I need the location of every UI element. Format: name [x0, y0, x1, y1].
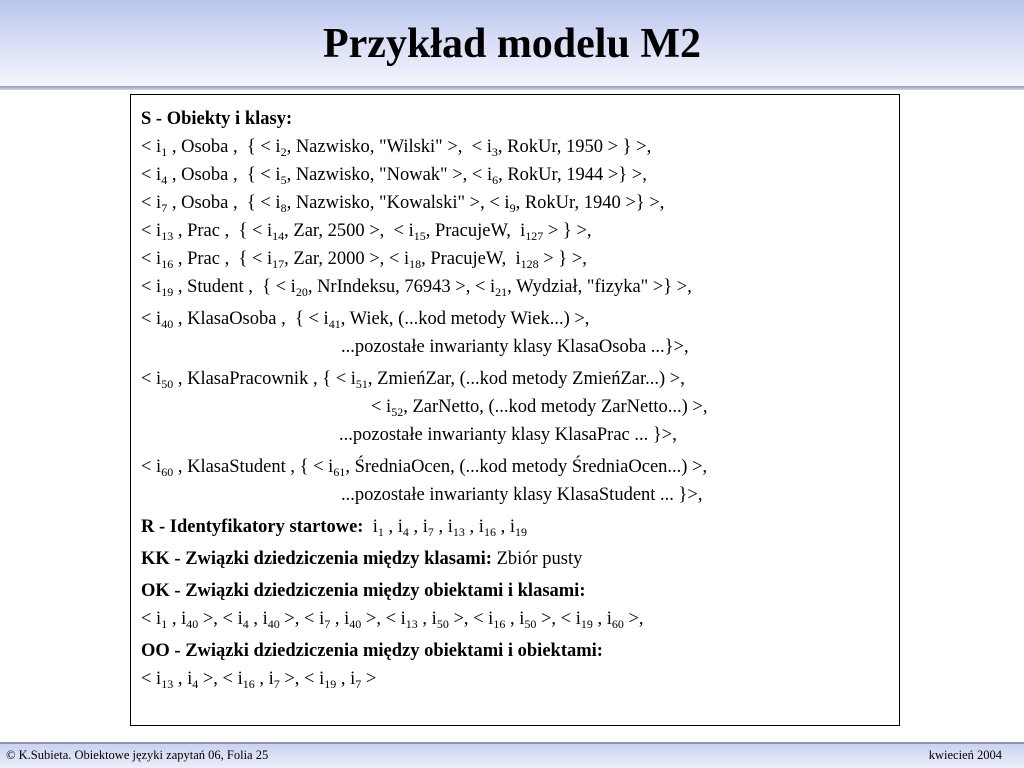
identifier-subscript: 4: [192, 677, 199, 691]
identifier-subscript: 51: [355, 377, 368, 391]
text-segment: > } >,: [543, 221, 592, 241]
oo-heading: OO - Związki dziedziczenia między obiektami i obiektami:: [141, 641, 603, 661]
text-segment: , i: [167, 609, 187, 629]
text-segment: , i: [248, 609, 268, 629]
identifier-subscript: 6: [492, 173, 499, 187]
text-segment: >,: [623, 609, 644, 629]
text-segment: < i: [371, 397, 392, 417]
klasa-prac-line: [141, 365, 891, 393]
content-text: [141, 105, 891, 693]
text-segment: , RokUr, 1950 > } >,: [497, 137, 652, 157]
text-segment: , Wiek, (...kod metody Wiek...) >,: [340, 309, 590, 329]
identifier-subscript: 40: [267, 617, 280, 631]
identifier-subscript: 19: [514, 525, 527, 539]
identifier-subscript: 16: [242, 677, 255, 691]
text-segment: >, < i: [361, 609, 406, 629]
identifier-subscript: 7: [273, 677, 280, 691]
text-segment: >, < i: [279, 669, 325, 689]
identifier-subscript: 2: [280, 145, 287, 159]
text-segment: < i: [141, 369, 162, 389]
ok-values: [141, 605, 891, 633]
text-segment: , Zar, 2000 >, < i: [284, 249, 410, 269]
text-segment: , i: [173, 669, 193, 689]
identifier-subscript: 16: [483, 525, 496, 539]
text-segment: , PracujeW, i: [425, 221, 526, 241]
identifier-subscript: 7: [427, 525, 434, 539]
identifier-subscript: 18: [409, 257, 422, 271]
klasa-osoba-line: [141, 305, 891, 333]
text-segment: , Osoba , { < i: [167, 193, 281, 213]
text-segment: < i: [141, 221, 162, 241]
text-segment: ...pozostałe inwarianty klasy KlasaStudent ... }>,: [341, 485, 703, 505]
header-divider: [0, 86, 1024, 90]
identifier-subscript: 1: [161, 617, 168, 631]
text-segment: , i: [495, 517, 515, 537]
identifier-subscript: 16: [493, 617, 506, 631]
klasa-osoba-line: [141, 333, 891, 361]
identifier-subscript: 3: [491, 145, 498, 159]
identifier-subscript: 17: [272, 257, 285, 271]
identifier-subscript: 16: [161, 257, 174, 271]
identifier-subscript: 13: [161, 229, 174, 243]
text-segment: < i: [141, 137, 162, 157]
identifier-subscript: 19: [324, 677, 337, 691]
content-box: [130, 94, 900, 726]
identifier-subscript: 40: [161, 317, 174, 331]
identifier-subscript: 8: [280, 201, 287, 215]
text-segment: , i: [383, 517, 403, 537]
text-segment: < i: [141, 277, 162, 297]
footer-date: kwiecień 2004: [928, 748, 1002, 762]
identifier-subscript: 50: [161, 377, 174, 391]
text-segment: , KlasaPracownik , { < i: [173, 369, 356, 389]
text-segment: , i: [592, 609, 612, 629]
object-line: [141, 245, 891, 273]
identifier-subscript: 20: [295, 285, 308, 299]
identifier-subscript: 4: [402, 525, 409, 539]
slide-title: Przykład modelu M2: [323, 21, 701, 67]
text-segment: , RokUr, 1944 >} >,: [498, 165, 647, 185]
identifier-subscript: 127: [525, 229, 544, 243]
text-segment: , Nazwisko, "Kowalski" >, < i: [286, 193, 510, 213]
object-line: [141, 133, 891, 161]
ok-heading: OK - Związki dziedziczenia między obiektami i klasami:: [141, 581, 586, 601]
text-segment: ...pozostałe inwarianty klasy KlasaOsoba ...}>,: [341, 337, 689, 357]
text-segment: , i: [417, 609, 437, 629]
klasa-student-line: [141, 453, 891, 481]
kk-line: [141, 545, 891, 573]
text-segment: , i: [254, 669, 274, 689]
text-segment: i: [363, 517, 378, 537]
identifier-subscript: 7: [324, 617, 331, 631]
oo-values: [141, 665, 891, 693]
text-segment: >, < i: [448, 609, 494, 629]
identifier-subscript: 13: [405, 617, 418, 631]
identifier-subscript: 19: [161, 285, 174, 299]
object-line: [141, 189, 891, 217]
text-segment: < i: [141, 609, 162, 629]
text-segment: , KlasaOsoba , { < i: [173, 309, 329, 329]
text-segment: , PracujeW, i: [421, 249, 521, 269]
identifier-subscript: 40: [186, 617, 199, 631]
identifier-subscript: 13: [452, 525, 465, 539]
text-segment: , Student , { < i: [173, 277, 296, 297]
footer-copyright: © K.Subieta. Obiektowe języki zapytań 06, Folia 25: [6, 748, 269, 762]
text-segment: >, < i: [198, 669, 243, 689]
r-line: [141, 513, 891, 541]
text-segment: , i: [330, 609, 350, 629]
identifier-subscript: 7: [161, 201, 168, 215]
identifier-subscript: 4: [161, 173, 168, 187]
identifier-subscript: 14: [272, 229, 285, 243]
object-line: [141, 273, 891, 301]
identifier-subscript: 50: [524, 617, 537, 631]
text-segment: , Nazwisko, "Nowak" >, < i: [286, 165, 493, 185]
text-segment: , ZarNetto, (...kod metody ZarNetto...) >,: [403, 397, 708, 417]
identifier-subscript: 52: [391, 405, 404, 419]
text-segment: , Prac , { < i: [173, 221, 273, 241]
s-heading: S - Obiekty i klasy:: [141, 109, 293, 129]
text-segment: < i: [141, 669, 162, 689]
text-segment: >, < i: [279, 609, 325, 629]
identifier-subscript: 9: [509, 201, 516, 215]
text-segment: , Wydział, "fizyka" >} >,: [507, 277, 692, 297]
text-segment: >, < i: [198, 609, 243, 629]
object-line: [141, 161, 891, 189]
text-segment: < i: [141, 165, 162, 185]
r-heading: R - Identyfikatory startowe:: [141, 517, 364, 537]
slide-footer: [0, 742, 1024, 768]
kk-heading: KK - Związki dziedziczenia między klasami:: [141, 549, 492, 569]
text-segment: , ŚredniaOcen, (...kod metody ŚredniaOcen...) >,: [345, 457, 708, 477]
klasa-prac-line: [141, 393, 891, 421]
text-segment: , KlasaStudent , { < i: [173, 457, 334, 477]
text-segment: , Zar, 2500 >, < i: [284, 221, 414, 241]
identifier-subscript: 19: [580, 617, 593, 631]
identifier-subscript: 5: [280, 173, 287, 187]
text-segment: , i: [408, 517, 428, 537]
text-segment: , NrIndeksu, 76943 >, < i: [307, 277, 496, 297]
identifier-subscript: 128: [520, 257, 539, 271]
text-segment: , Nazwisko, "Wilski" >, < i: [286, 137, 492, 157]
identifier-subscript: 41: [328, 317, 341, 331]
text-segment: < i: [141, 249, 162, 269]
identifier-subscript: 7: [355, 677, 362, 691]
text-segment: , i: [336, 669, 356, 689]
text-segment: ...pozostałe inwarianty klasy KlasaPrac ... }>,: [339, 425, 677, 445]
object-line: [141, 217, 891, 245]
text-segment: < i: [141, 309, 162, 329]
identifier-subscript: 61: [333, 465, 346, 479]
text-segment: >: [361, 669, 377, 689]
text-segment: , i: [505, 609, 525, 629]
identifier-subscript: 13: [161, 677, 174, 691]
text-segment: > } >,: [538, 249, 587, 269]
identifier-subscript: 21: [495, 285, 508, 299]
identifier-subscript: 4: [242, 617, 249, 631]
identifier-subscript: 1: [161, 145, 168, 159]
identifier-subscript: 40: [349, 617, 362, 631]
text-segment: , RokUr, 1940 >} >,: [515, 193, 665, 213]
identifier-subscript: 60: [611, 617, 624, 631]
text-segment: < i: [141, 193, 162, 213]
r-values: [363, 517, 526, 537]
text-segment: < i: [141, 457, 162, 477]
text-segment: >, < i: [536, 609, 581, 629]
identifier-subscript: 15: [413, 229, 426, 243]
text-segment: , Osoba , { < i: [167, 137, 281, 157]
klasa-student-line: [141, 481, 891, 509]
klasa-prac-line: [141, 421, 891, 449]
text-segment: , ZmieńZar, (...kod metody ZmieńZar...) >,: [367, 369, 685, 389]
text-segment: , Osoba , { < i: [167, 165, 281, 185]
kk-value: Zbiór pusty: [491, 549, 583, 569]
text-segment: , Prac , { < i: [173, 249, 273, 269]
identifier-subscript: 50: [436, 617, 449, 631]
text-segment: , i: [433, 517, 453, 537]
identifier-subscript: 1: [377, 525, 384, 539]
text-segment: , i: [464, 517, 484, 537]
identifier-subscript: 60: [161, 465, 174, 479]
